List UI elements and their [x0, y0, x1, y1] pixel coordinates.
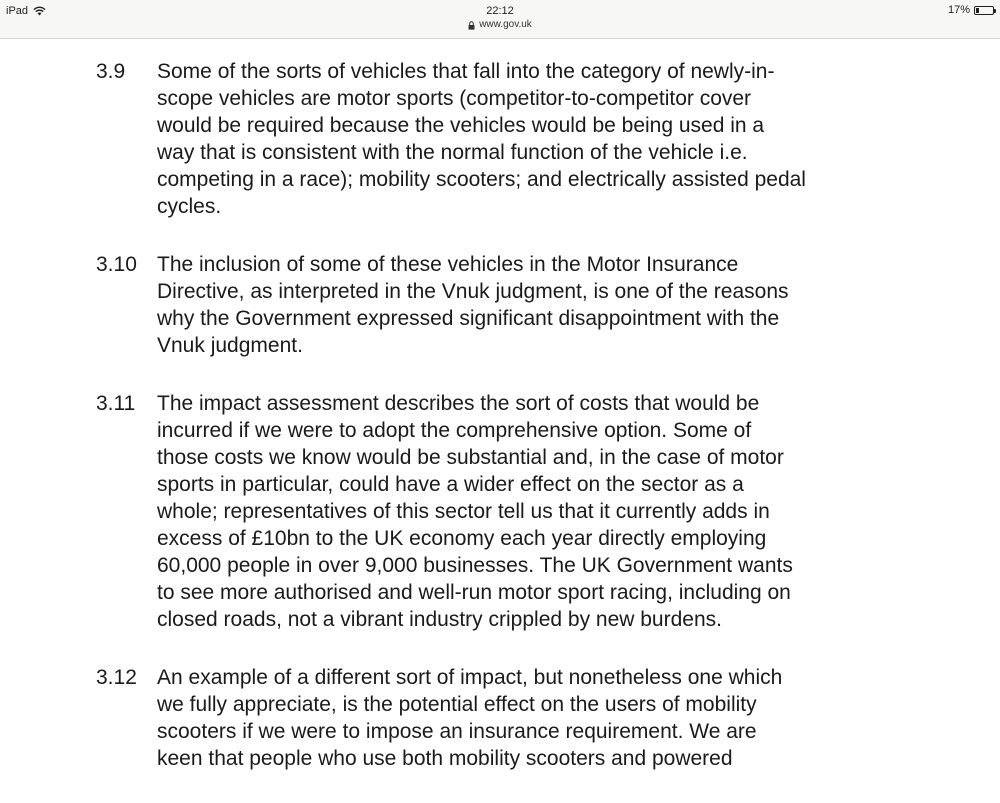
status-bar [0, 0, 1000, 39]
address-bar[interactable] [468, 18, 532, 32]
paragraph-number: 3.12 [96, 666, 137, 689]
paragraph [0, 390, 1000, 633]
status-center [0, 4, 1000, 34]
battery-icon [974, 6, 994, 15]
battery-percent: 17% [947, 4, 970, 16]
lock-icon [468, 21, 475, 30]
paragraph [0, 664, 1000, 772]
paragraph-number: 3.11 [96, 392, 136, 415]
url-text: www.gov.uk [479, 19, 532, 30]
paragraph [0, 58, 1000, 220]
status-right [948, 4, 994, 16]
paragraph-text: An example of a different sort of impact, but nonetheless one which we fully appreciate, is the potential effect on the users of mobility scooters if we were to impose an insurance requirement. We are keen that people who use both mobility scooters and powered [157, 666, 783, 770]
paragraph-text: The inclusion of some of these vehicles in the Motor Insurance Directive, as interpreted in the Vnuk judgment, is one of the reasons why the Government expressed significant disappointment with the Vnuk judgment. [157, 253, 789, 357]
device-name: iPad [6, 5, 29, 17]
paragraph [0, 251, 1000, 359]
paragraph-text: The impact assessment describes the sort of costs that would be incurred if we were to adopt the comprehensive option. Some of those costs we know would be substantial and, in the case of motor sports in particular, could have a wider effect on the sector as a whole; representatives of this sector tell us that it currently adds in excess of £10bn to the UK economy each year directly employing 60,000 people in over 9,000 businesses. The UK Government wants to see more authorised and well-run motor sport racing, including on closed roads, not a vibrant industry crippled by new burdens. [157, 392, 793, 631]
clock: 22:12 [486, 5, 514, 17]
paragraph-text: Some of the sorts of vehicles that fall into the category of newly-in- scope vehicles are motor sports (competitor-to-competitor cover would be required because the vehicles would be being used in a way that is consistent with the normal function of the vehicle i.e. competing in a race); mobility scooters; and electrically assisted pedal cycles. [157, 60, 806, 218]
paragraph-number: 3.9 [96, 60, 126, 83]
document-body [0, 58, 1000, 803]
battery-fill [976, 8, 979, 13]
paragraph-number: 3.10 [96, 253, 137, 276]
